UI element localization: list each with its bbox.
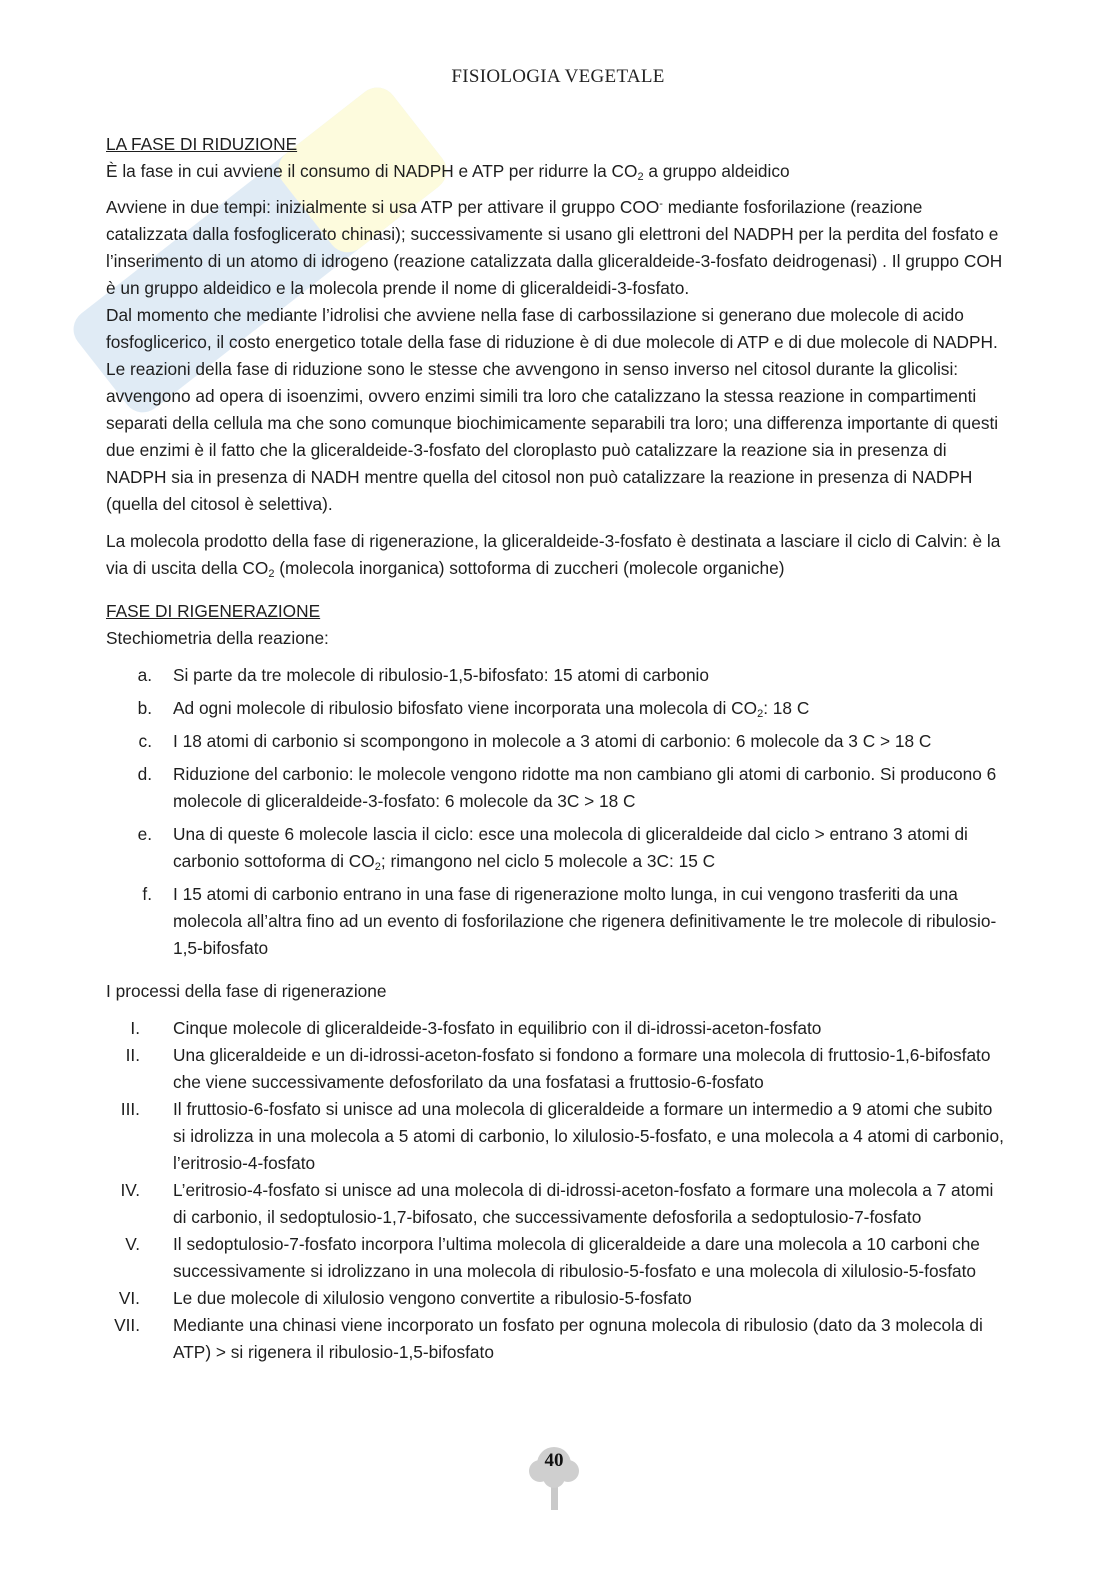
- list-item: IV. L’eritrosio-4-fosfato si unisce ad una molecola di di-idrossi-aceton-fosfato a formare una molecola a 7 atomi di carbonio, il sedoptulosio-1,7-bifosato, che successivamente defosforila a sedoptulosio-7-fosfato: [120, 1180, 994, 1227]
- paragraph: La molecola prodotto della fase di rigenerazione, la gliceraldeide-3-fosfato è destinata a lasciare il ciclo di Calvin: è la via di uscita della $CO_2$ (molecola inorganica) sottoforma di zuccheri (molecole organiche): [106, 531, 1001, 580]
- paragraph: Le reazioni della fase di riduzione sono le stesse che avvengono in senso inverso nel citosol durante la glicolisi: avvengono ad opera di isoenzimi, ovvero enzimi simili tra loro che catalizzano la stessa reazione in compartimenti separati della cellula ma che sono comunque biochimicamente separabili tra loro; una differenza importante di questi due enzimi è il fatto che la gliceraldeide-3-fosfato del cloroplasto può catalizzare la reazione sia in presenza di NADPH sia in presenza di NADH mentre quella del citosol non può catalizzare la reazione in presenza di NADPH (quella del citosol è selettiva).: [106, 359, 999, 514]
- stoichiometry-list: [106, 662, 1006, 968]
- list-item: V. Il sedoptulosio-7-fosfato incorpora l’ultima molecola di gliceraldeide a dare una molecola a 10 carboni che successivamente si idrolizzano in una molecola di ribulosio-5-fosfato e una molecola di xilulosio-5-fosfato: [125, 1234, 980, 1281]
- processes-list: [106, 1015, 1006, 1366]
- page-content: [106, 131, 1006, 1366]
- list-item: d. Riduzione del carbonio: le molecole vengono ridotte ma non cambiano gli atomi di carbonio. Si producono 6 molecole di gliceraldeide-3-fosfato: 6 molecole da 3C > 18 C: [137, 764, 997, 811]
- paragraph: Avviene in due tempi: inizialmente si usa ATP per attivare il gruppo COO- mediante fosforilazione (reazione catalizzata dalla fosfoglicerato chinasi); successivamente si usano gli elettroni del NADPH per la perdita del fosfato e l’inserimento di un atomo di idrogeno (reazione catalizzata dalla gliceraldeide-3-fosfato deidrogenasi) . Il gruppo COH è un gruppo aldeidico e la molecola prende il nome di gliceraldeidi-3-fosfato.: [106, 197, 1003, 298]
- list-item: VI. Le due molecole di xilulosio vengono convertite a ribulosio-5-fosfato: [118, 1288, 692, 1308]
- list-item: III. Il fruttosio-6-fosfato si unisce ad una molecola di gliceraldeide a formare un intermedio a 9 atomi che subito si idrolizza in una molecola a 5 atomi di carbonio, lo xilulosio-5-fosfato, e una molecola a 4 atomi di carbonio, l’eritrosio-4-fosfato: [120, 1099, 1004, 1173]
- list-item: f. I 15 atomi di carbonio entrano in una fase di rigenerazione molto lunga, in cui vengono trasferiti da una molecola all’altra fino ad un evento di fosforilazione che rigenera definitivamente le tre molecole di ribulosio-1,5-bifosfato: [142, 884, 997, 958]
- paragraph: Stechiometria della reazione:: [106, 628, 329, 648]
- paragraph: Dal momento che mediante l’idrolisi che avviene nella fase di carbossilazione si generano due molecole di acido fosfoglicerico, il costo energetico totale della fase di riduzione è di due molecole di ATP e di due molecole di NADPH.: [106, 305, 998, 352]
- list-item: a. Si parte da tre molecole di ribulosio-1,5-bifosfato: 15 atomi di carbonio: [137, 665, 710, 685]
- section-heading-rigenerazione: FASE DI RIGENERAZIONE: [106, 601, 321, 621]
- list-item: c. I 18 atomi di carbonio si scompongono in molecole a 3 atomi di carbonio: 6 molecole da 3 C > 18 C: [138, 731, 932, 751]
- section-heading-riduzione: LA FASE DI RIDUZIONE: [106, 134, 298, 154]
- list-item: II. Una gliceraldeide e un di-idrossi-aceton-fosfato si fondono a formare una molecola di fruttosio-1,6-bifosfato che viene successivamente defosforilato da una fosfatasi a fruttosio-6-fosfato: [125, 1045, 991, 1092]
- list-item: I. Cinque molecole di gliceraldeide-3-fosfato in equilibrio con il di-idrossi-aceton-fosfato: [130, 1018, 822, 1038]
- list-item: VII. Mediante una chinasi viene incorporato un fosfato per ognuna molecola di ribulosio (dato da 3 molecola di ATP) > si rigenera il ribulosio-1,5-bifosfato: [114, 1315, 983, 1362]
- list-item: e. Una di queste 6 molecole lascia il ciclo: esce una molecola di gliceraldeide dal ciclo > entrano 3 atomi di carbonio sottoforma di $CO_2$; rimangono nel ciclo 5 molecole a 3C: 15 C: [137, 824, 968, 873]
- paragraph: È la fase in cui avviene il consumo di NADPH e ATP per ridurre la $CO_2$ a gruppo aldeidico: [106, 161, 790, 183]
- paragraph: I processi della fase di rigenerazione: [106, 981, 387, 1001]
- page-number: 40: [528, 1444, 588, 1512]
- page-header: FISIOLOGIA VEGETALE: [451, 66, 665, 87]
- list-item: b. Ad ogni molecole di ribulosio bifosfato viene incorporata una molecola di $CO_2$: 18 C: [137, 698, 810, 720]
